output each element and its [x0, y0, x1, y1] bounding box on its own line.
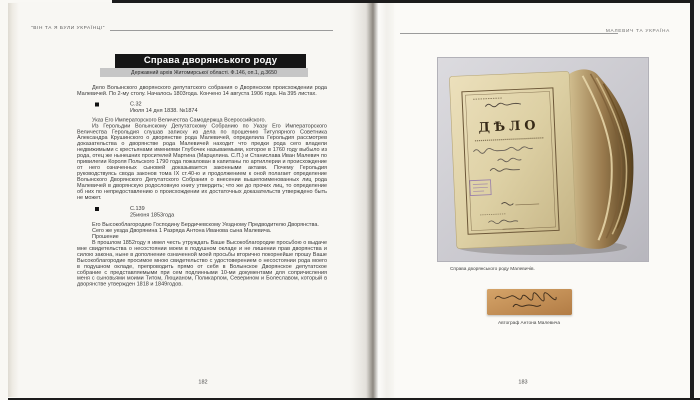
page-number-right-wrap	[503, 379, 543, 391]
entry1-paragraph-2: Из Герольдии Волынскому Депутатскому Собранию по Указу Его Императорского Величества Герольдия слушав записку из дела по прошению Титулярного Советника Александра Крушинского о дворянстве рода Малевичей, определила Герольдия рассмотрев доказательства о дворянстве рода Малевичей находит что предки рода сего владели недвижимыми с крестьянами имениями Глубочек называемыми, которое в 1760 году выбыло из рода, отец же нынешних просителей Мартина (Марцелина. С.П.) и Станислава Иван Малевич по привилегии Короля Польского 1790 года пожалован в капитаны по артиллерии и происхождение от него означенных сыновей доказывается законными актами. Почему Герольдия руководствуясь свода законов тома IX ст.40-ю и продолжением к оной полагает определение Волынского Дворянского Депутатского Собрания о внесении вышепоименованных лиц рода Малевичей в дворянскую родословную книгу утвердить; что же до прочих лиц, то определение об них по непредоставлению о происхождении их достаточных доказательств утверждено быть не может.	[77, 122, 327, 201]
running-head-right: МАЛЕВИЧ ТА УКРАЇНА	[605, 28, 670, 34]
entry2-address: Его Высокоблагородию Господину Бердичевскому Уездному Предводителю Дворянства.	[92, 221, 319, 228]
page-number-left-wrap	[183, 379, 223, 391]
archival-file-illustration	[438, 58, 648, 261]
page-number-right: 183	[518, 379, 528, 385]
cover-title: ДѢЛО	[478, 118, 540, 136]
left-text-column	[77, 85, 327, 335]
archive-ref: Державний архів Житомирської області. Ф.146, оп.1, д.3650	[131, 69, 277, 75]
square-bullet-icon	[95, 102, 99, 106]
autograph-image	[487, 289, 572, 315]
book-right-edge	[690, 0, 694, 398]
intro-paragraph: Дело Волынского дворянского депутатского собрания о Дворянском происхождении рода Малевичей. По 2-му столу. Началось 1803года. Кончено 14 августа 1906 года. На 395 листах.	[77, 84, 327, 97]
entry2-ref: С.139	[130, 205, 145, 212]
archive-ref-bar	[100, 68, 308, 77]
entry2-petitioner: Сего же уезда Дворянина 1 Разряда Антона Иванова сына Малевича.	[92, 227, 272, 234]
autograph-caption: Автограф Антона Малевича	[497, 320, 561, 326]
book-gutter	[350, 0, 396, 400]
running-head-left: "ВІН ТА Я БУЛИ УКРАЇНЦІ"	[31, 25, 106, 31]
chapter-title: Справа дворянського роду	[143, 55, 278, 67]
entry1-ref: С.32	[130, 100, 142, 107]
entry2-body: В прошлом 1852году я имел честь утруждать Ваше Высокоблагородие просьбою о выдаче мне свидетельства о несостоянии моем в подушном окладе и не лишении прав дворянства и силою закона, ныне в дополнение означенной моей просьбы вторично покорнейше прошу Ваше Высокоблагородие просимое мною свидетельство с удостоверением о несостоянии рода моего в подушном окладе, препроводить прямо от себя в Волынское Дворянское депутатское собрание с представляемыми при сем подлинными 10-ми документами для сопричисления меня с сыновьями моими Титом, Люцианом, Поликарпом, Северином и Болеславом, который в дворянстве утвержден 1818 и 1849годов.	[77, 239, 327, 288]
running-head-right-wrap	[560, 28, 670, 39]
page-number-left: 182	[198, 379, 208, 385]
autograph-caption-wrap	[479, 320, 579, 331]
entry1-paragraph-1: Указ Его Императорского Величества Самодержца Всероссийского.	[92, 116, 267, 123]
entry2-heading: Прошение	[92, 233, 119, 240]
entry1-refline	[77, 101, 327, 108]
running-head-rule-left	[110, 30, 333, 31]
square-bullet-icon	[95, 207, 99, 211]
photo-caption: Справа дворянського роду Малевичів.	[450, 266, 535, 272]
document-photo	[437, 57, 649, 262]
file-cover	[449, 71, 576, 248]
entry2-refline	[77, 206, 327, 213]
book-left-page-edges	[8, 3, 19, 397]
autograph-illustration	[487, 289, 572, 315]
entry1-date: Июля 14 дня 1838. №1874	[130, 107, 198, 114]
photo-caption-wrap	[450, 266, 650, 277]
entry2-date: 25июня 1853года	[130, 212, 175, 219]
chapter-title-bar	[115, 54, 306, 68]
book-top-edge	[112, 0, 693, 3]
